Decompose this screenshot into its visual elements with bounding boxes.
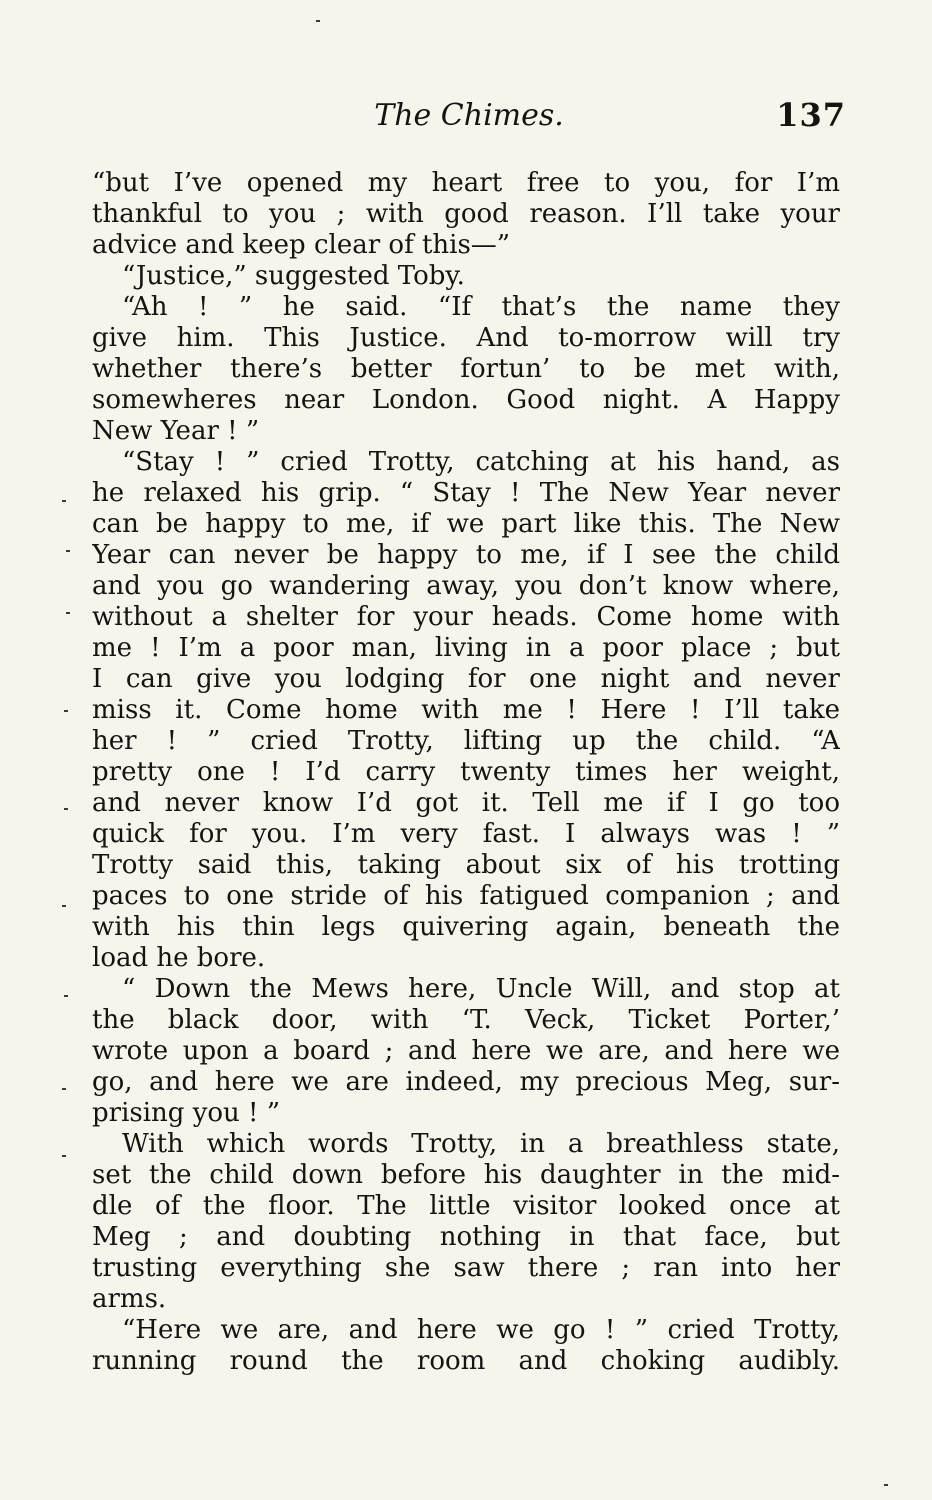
text-line: whether there’s better fortun’ to be met with, [92, 354, 840, 384]
scan-speck [62, 1155, 66, 1157]
text-line: “ Down the Mews here, Uncle Will, and stop at [122, 974, 840, 1004]
text-line: miss it. Come home with me ! Here ! I’ll take [92, 695, 840, 725]
body-text [92, 168, 840, 1377]
text-line: me ! I’m a poor man, living in a poor place ; but [92, 633, 840, 663]
text-line: Trotty said this, taking about six of his trotting [92, 850, 840, 880]
text-line: arms. [92, 1284, 167, 1314]
scan-speck [64, 808, 68, 810]
text-line: pretty one ! I’d carry twenty times her weight, [92, 757, 840, 787]
text-line: prising you ! ” [92, 1098, 281, 1128]
text-line: advice and keep clear of this—” [92, 230, 511, 260]
text-line: “Ah ! ” he said. “If that’s the name they [122, 292, 840, 322]
text-line: “Here we are, and here we go ! ” cried Trotty, [122, 1315, 840, 1345]
text-line: somewheres near London. Good night. A Happy [92, 385, 840, 415]
text-line: paces to one stride of his fatigued companion ; and [92, 881, 840, 911]
text-line: and never know I’d got it. Tell me if I go too [92, 788, 840, 818]
text-line: “Justice,” suggested Toby. [122, 261, 465, 291]
scan-speck [62, 905, 66, 907]
text-line: wrote upon a board ; and here we are, and here we [92, 1036, 840, 1066]
text-line: “but I’ve opened my heart free to you, for I’m [92, 168, 840, 198]
text-line: her ! ” cried Trotty, lifting up the child. “A [92, 726, 840, 756]
scan-speck [64, 710, 68, 712]
text-line: load he bore. [92, 943, 266, 973]
text-line: With which words Trotty, in a breathless state, [122, 1129, 840, 1159]
scan-speck [64, 995, 68, 997]
scan-speck [62, 1088, 66, 1090]
scan-speck [884, 1484, 888, 1486]
text-line: set the child down before his daughter in the mid- [92, 1160, 840, 1190]
text-line: thankful to you ; with good reason. I’ll take your [92, 199, 840, 229]
scan-speck [62, 500, 66, 502]
text-line: can be happy to me, if we part like this. The New [92, 509, 840, 539]
text-line: trusting everything she saw there ; ran into her [92, 1253, 840, 1283]
page-header [92, 96, 846, 140]
text-line: he relaxed his grip. “ Stay ! The New Year never [92, 478, 840, 508]
running-title: The Chimes. [374, 98, 564, 133]
text-line: running round the room and choking audibly. [92, 1346, 840, 1376]
text-line: give him. This Justice. And to-morrow will try [92, 323, 840, 353]
text-line: Meg ; and doubting nothing in that face, but [92, 1222, 840, 1252]
text-line: go, and here we are indeed, my precious Meg, sur- [92, 1067, 840, 1097]
text-line: New Year ! ” [92, 416, 260, 446]
text-line: with his thin legs quivering again, beneath the [92, 912, 840, 942]
text-line: I can give you lodging for one night and never [92, 664, 840, 694]
text-line: “Stay ! ” cried Trotty, catching at his hand, as [122, 447, 840, 477]
text-line: without a shelter for your heads. Come home with [92, 602, 840, 632]
text-line: and you go wandering away, you don’t know where, [92, 571, 840, 601]
text-line: dle of the floor. The little visitor looked once at [92, 1191, 840, 1221]
text-line: quick for you. I’m very fast. I always was ! ” [92, 819, 840, 849]
text-line: the black door, with ‘T. Veck, Ticket Porter,’ [92, 1005, 840, 1035]
scan-speck [66, 612, 70, 614]
scan-speck [316, 20, 320, 22]
page-number: 137 [776, 96, 846, 134]
text-line: Year can never be happy to me, if I see the child [92, 540, 840, 570]
scan-speck [66, 550, 70, 552]
